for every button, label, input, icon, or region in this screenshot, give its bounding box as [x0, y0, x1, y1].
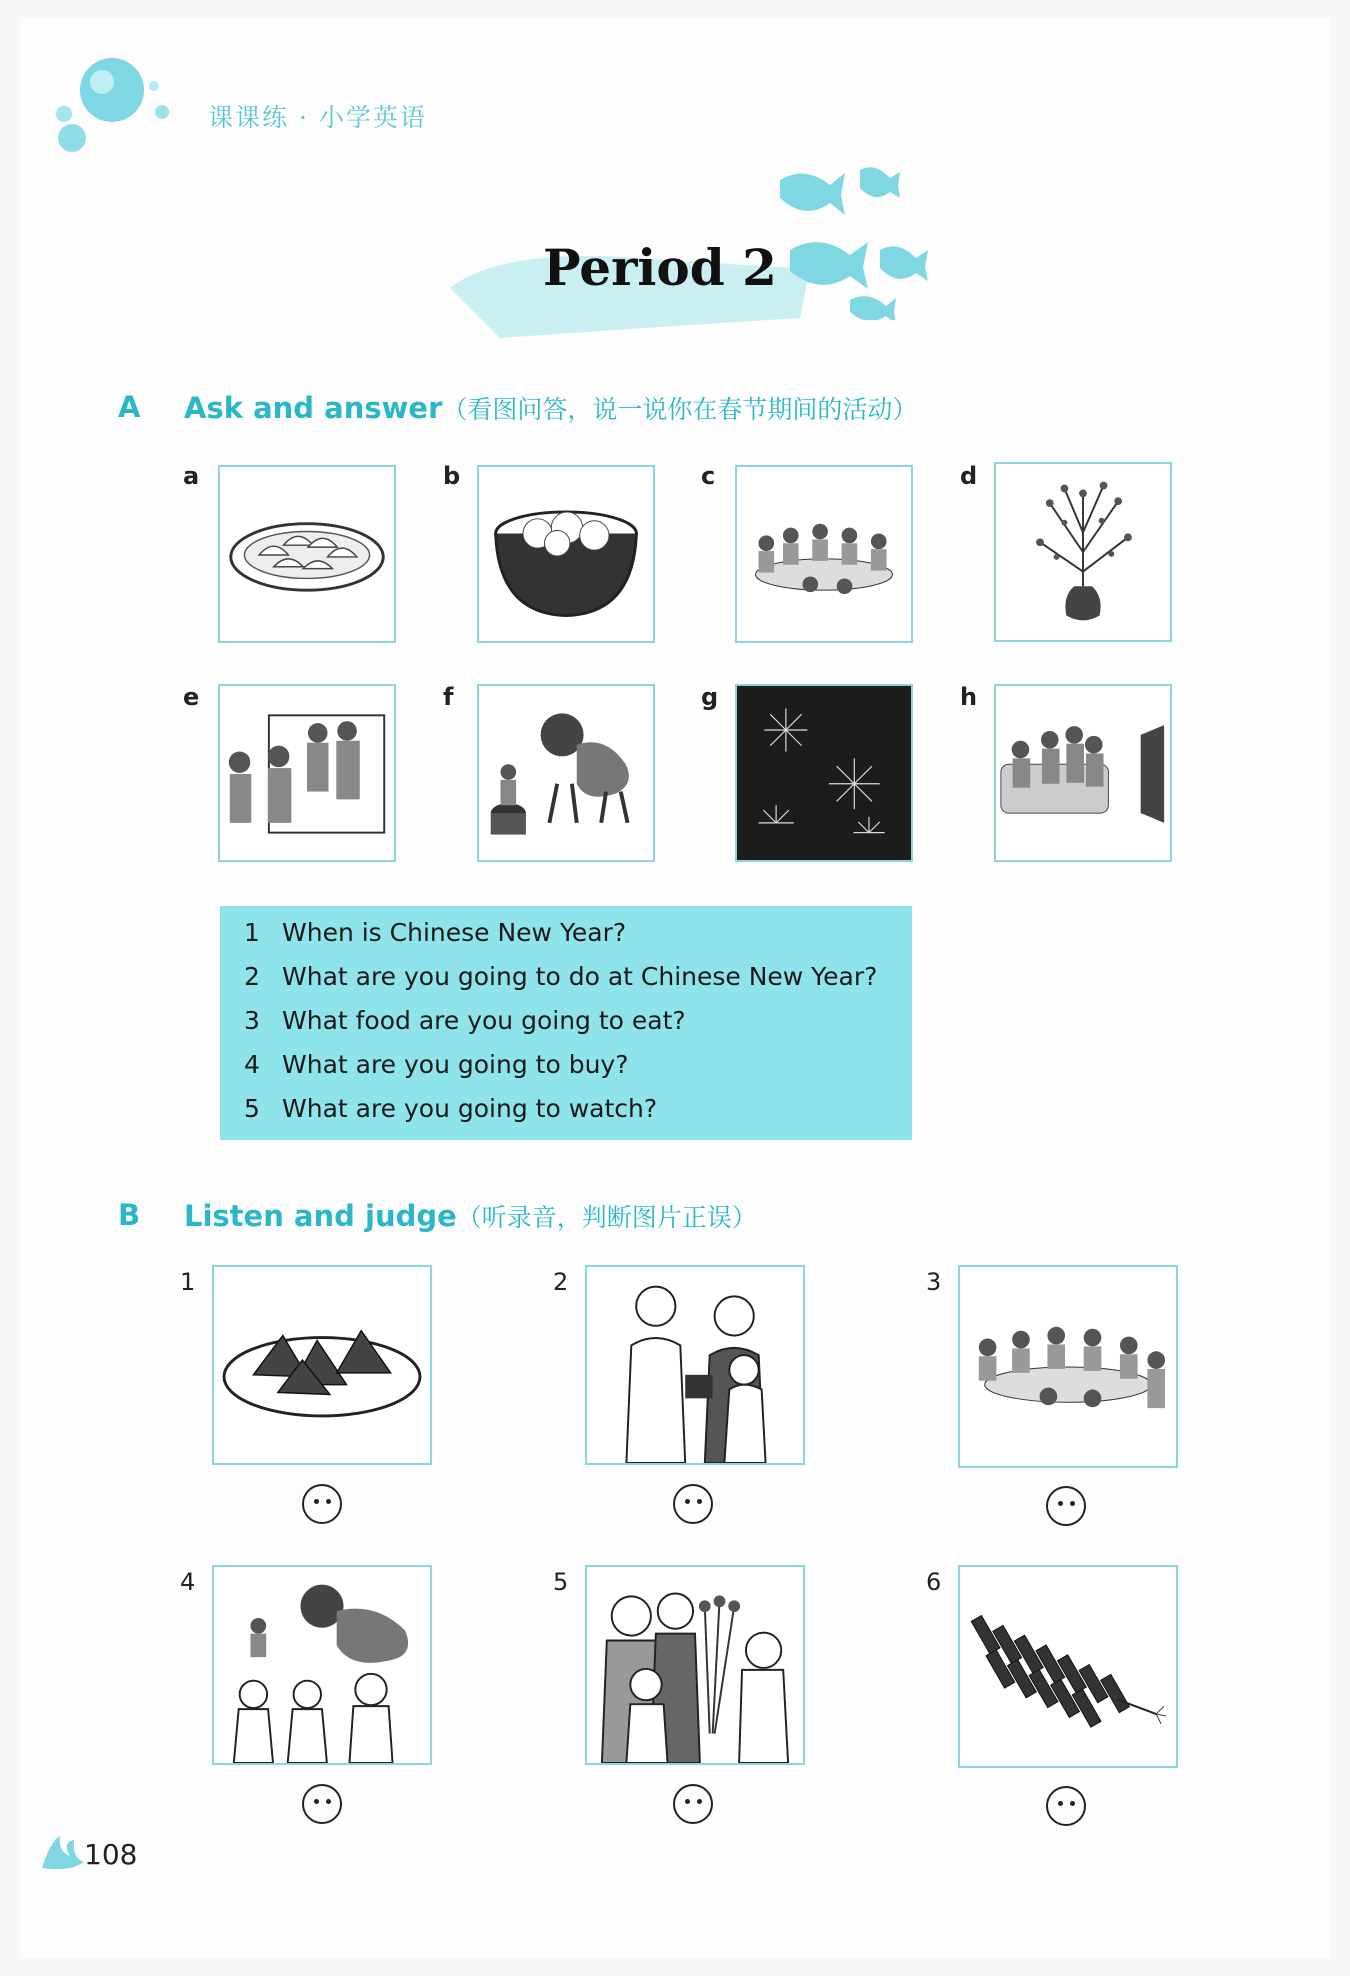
- buying-flowers-icon: [587, 1567, 803, 1763]
- lion-dance-crowd-icon: [214, 1567, 430, 1763]
- question-row: 3 What food are you going to eat?: [244, 1006, 686, 1035]
- section-a-letter: A: [118, 390, 141, 424]
- section-b-instructions: （听录音，判断图片正误）: [456, 1203, 757, 1232]
- judge-face-1[interactable]: [302, 1484, 342, 1524]
- watching-tv-icon: [996, 686, 1170, 860]
- picture-label-e: e: [183, 683, 200, 711]
- dumplings-plate-icon: [220, 467, 394, 641]
- questions-box: [220, 906, 912, 1140]
- family-dinner-icon: [960, 1267, 1176, 1466]
- picture-c: [735, 465, 913, 643]
- page-title: Period 2: [543, 238, 777, 297]
- section-b-title: Listen and judge: [184, 1199, 457, 1233]
- section-a-instructions: （看图问答，说一说你在春节期间的活动）: [442, 395, 918, 424]
- judge-face-6[interactable]: [1046, 1786, 1086, 1826]
- question-row: 1 When is Chinese New Year?: [244, 918, 627, 947]
- tangyuan-bowl-icon: [479, 467, 653, 641]
- item-number-2: 2: [553, 1268, 569, 1296]
- item-number-5: 5: [553, 1568, 569, 1596]
- bubbles-decoration-icon: [50, 50, 180, 170]
- section-a-heading: [184, 390, 917, 426]
- firecrackers-icon: [960, 1567, 1176, 1766]
- listen-picture-4: [212, 1565, 432, 1765]
- picture-h: [994, 684, 1172, 862]
- picture-label-h: h: [960, 683, 978, 711]
- picture-label-c: c: [701, 462, 716, 490]
- picture-label-f: f: [443, 683, 454, 711]
- fireworks-icon: [737, 686, 911, 860]
- section-b-letter: B: [118, 1198, 141, 1232]
- item-number-6: 6: [926, 1568, 942, 1596]
- picture-label-d: d: [960, 462, 978, 490]
- picture-a: [218, 465, 396, 643]
- giving-gift-icon: [587, 1267, 803, 1463]
- judge-face-2[interactable]: [673, 1484, 713, 1524]
- series-header: 课课练 · 小学英语: [208, 103, 427, 132]
- wave-decoration-icon: [40, 1832, 86, 1872]
- picture-label-g: g: [701, 683, 719, 711]
- item-number-1: 1: [180, 1268, 196, 1296]
- picture-b: [477, 465, 655, 643]
- judge-face-5[interactable]: [673, 1784, 713, 1824]
- listen-picture-2: [585, 1265, 805, 1465]
- listen-picture-6: [958, 1565, 1178, 1768]
- listen-picture-1: [212, 1265, 432, 1465]
- question-row: 5 What are you going to watch?: [244, 1094, 658, 1123]
- item-number-4: 4: [180, 1568, 196, 1596]
- family-dinner-icon: [737, 467, 911, 641]
- visiting-relatives-icon: [220, 686, 394, 860]
- section-a-title: Ask and answer: [184, 391, 443, 425]
- question-row: 2 What are you going to do at Chinese New Year?: [244, 962, 878, 991]
- picture-g: [735, 684, 913, 862]
- page-number: 108: [84, 1838, 138, 1871]
- question-row: 4 What are you going to buy?: [244, 1050, 629, 1079]
- flower-vase-icon: [996, 464, 1170, 640]
- picture-f: [477, 684, 655, 862]
- picture-label-b: b: [443, 462, 461, 490]
- section-b-heading: [184, 1198, 757, 1234]
- lion-dance-icon: [479, 686, 653, 860]
- zongzi-plate-icon: [214, 1267, 430, 1463]
- listen-picture-3: [958, 1265, 1178, 1468]
- listen-picture-5: [585, 1565, 805, 1765]
- picture-d: [994, 462, 1172, 642]
- picture-label-a: a: [183, 462, 200, 490]
- item-number-3: 3: [926, 1268, 942, 1296]
- judge-face-4[interactable]: [302, 1784, 342, 1824]
- judge-face-3[interactable]: [1046, 1486, 1086, 1526]
- fish-decoration-icon: [760, 150, 940, 320]
- picture-e: [218, 684, 396, 862]
